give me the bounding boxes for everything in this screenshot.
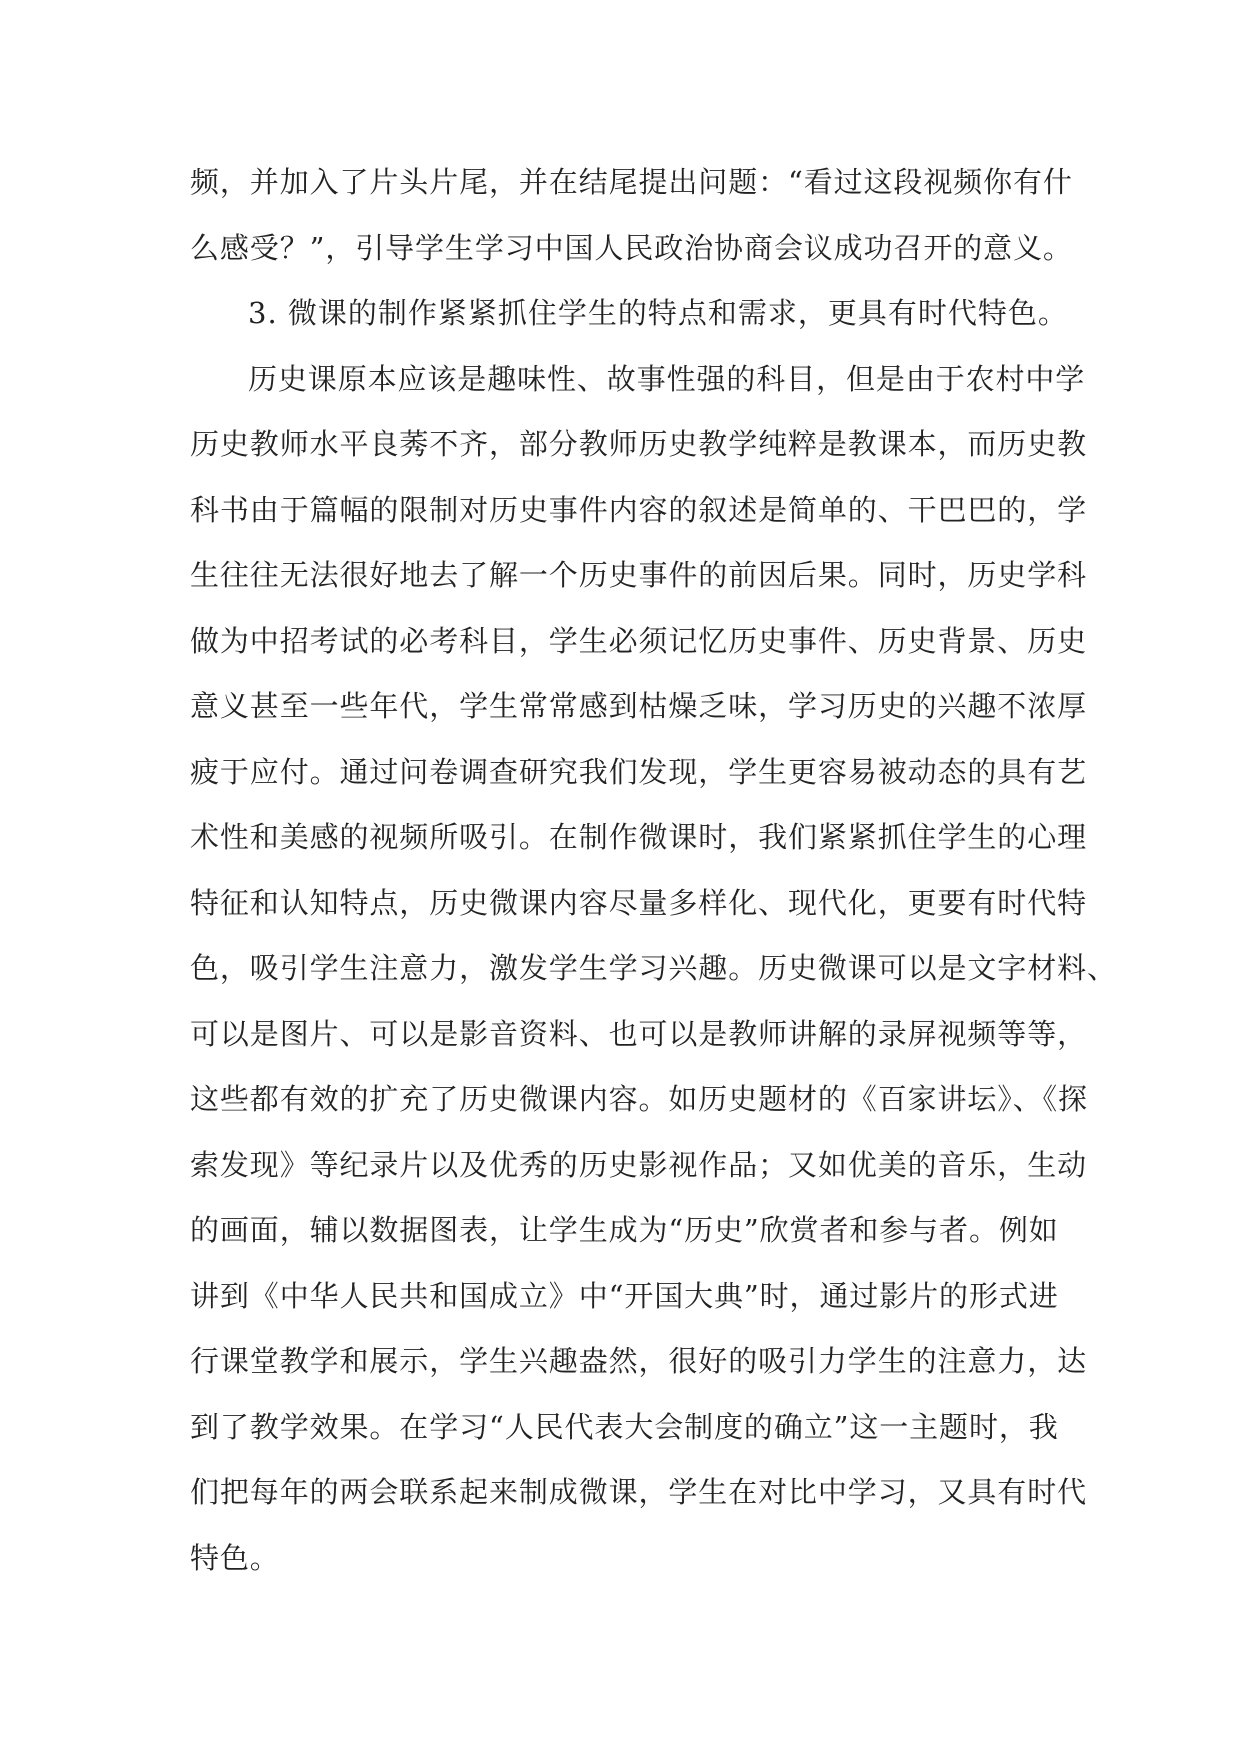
section-heading: 3. 微课的制作紧紧抓住学生的特点和需求，更具有时代特色。: [248, 296, 1068, 330]
paragraph-line: 疲于应付。通过问卷调查研究我们发现，学生更容易被动态的具有艺: [190, 754, 1088, 789]
paragraph-line: 可以是图片、可以是影音资料、也可以是教师讲解的录屏视频等等，: [190, 1016, 1088, 1051]
paragraph-line: 频，并加入了片头片尾，并在结尾提出问题：“看过这段视频你有什: [190, 165, 1073, 199]
paragraph-line: 讲到《中华人民共和国成立》中“开国大典”时，通过影片的形式进: [190, 1278, 1059, 1313]
paragraph-line: 做为中招考试的必考科目，学生必须记忆历史事件、历史背景、历史: [190, 623, 1088, 658]
paragraph-line: 色，吸引学生注意力，激发学生学习兴趣。历史微课可以是文字材料、: [190, 951, 1117, 985]
paragraph-line: 们把每年的两会联系起来制成微课，学生在对比中学习，又具有时代: [190, 1475, 1088, 1509]
paragraph-line: 么感受？”，引导学生学习中国人民政治协商会议成功召开的意义。: [190, 230, 1073, 265]
paragraph-line: 历史教师水平良莠不齐，部分教师历史教学纯粹是教课本，而历史教: [190, 427, 1088, 461]
paragraph-line: 科书由于篇幅的限制对历史事件内容的叙述是简单的、干巴巴的，学: [190, 492, 1088, 527]
paragraph-line: 术性和美感的视频所吸引。在制作微课时，我们紧紧抓住学生的心理: [190, 820, 1088, 854]
paragraph-line: 历史课原本应该是趣味性、故事性强的科目，但是由于农村中学: [248, 361, 1086, 396]
paragraph-line: 行课堂教学和展示，学生兴趣盎然，很好的吸引力学生的注意力，达: [190, 1344, 1088, 1378]
paragraph-line: 意义甚至一些年代，学生常常感到枯燥乏味，学习历史的兴趣不浓厚: [190, 689, 1088, 723]
paragraph-line: 索发现》等纪录片以及优秀的历史影视作品；又如优美的音乐，生动: [190, 1147, 1088, 1182]
paragraph-line: 到了教学效果。在学习“人民代表大会制度的确立”这一主题时，我: [190, 1409, 1059, 1444]
paragraph-line: 特征和认知特点，历史微课内容尽量多样化、现代化，更要有时代特: [190, 885, 1088, 920]
paragraph-line: 的画面，辅以数据图表，让学生成为“历史”欣赏者和参与者。例如: [190, 1213, 1059, 1247]
paragraph-line: 这些都有效的扩充了历史微课内容。如历史题材的《百家讲坛》、《探: [190, 1082, 1088, 1116]
body-text: [190, 160, 1117, 1601]
paragraph-line: 特色。: [190, 1540, 280, 1575]
paragraph-line: 生往往无法很好地去了解一个历史事件的前因后果。同时，历史学科: [190, 558, 1088, 592]
